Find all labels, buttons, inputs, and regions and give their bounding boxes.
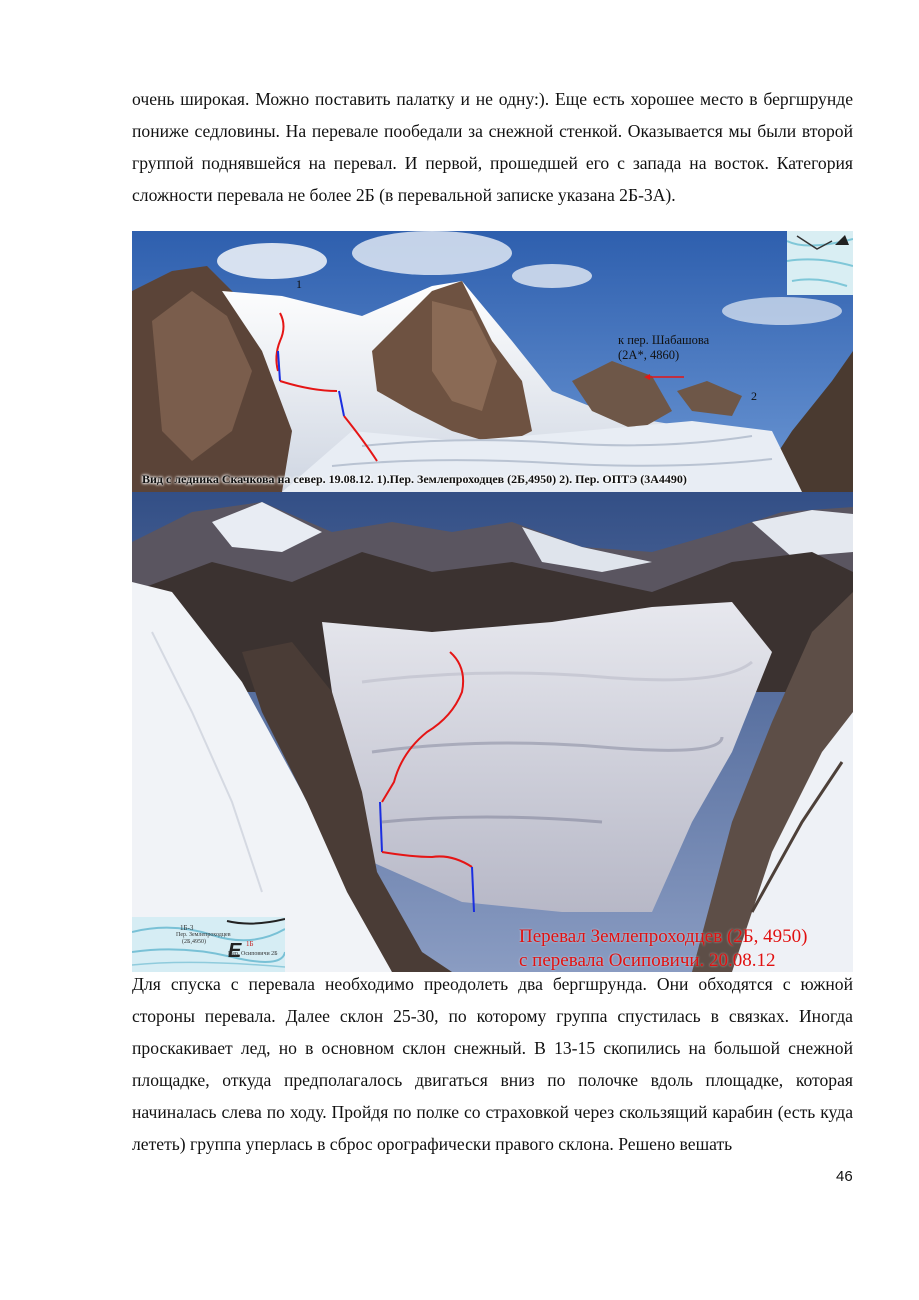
photo2-caption: [519, 925, 808, 972]
map-label-e: Пер. Осиповичи 2Б: [228, 951, 278, 957]
map-label-d: 1Б: [246, 940, 254, 948]
shabashov-pass-direction: [618, 333, 709, 363]
route-label-2: 2: [751, 389, 757, 403]
mini-map-top: [787, 231, 853, 295]
shabashov-pass-grade: (2А*, 4860): [618, 348, 680, 362]
route-label-1: 1: [296, 277, 302, 291]
page-number: 46: [836, 1168, 853, 1185]
photo1-caption: Вид с ледника Скачкова на север. 19.08.12. 1).Пер. Землепроходцев (2Б,4950) 2). Пер. ОПТЭ (3А4490): [142, 472, 687, 486]
mini-map-bottom: [132, 917, 285, 972]
photo2-caption-line1: Перевал Землепроходцев (2Б, 4950): [519, 926, 808, 947]
photo2-caption-line2: с перевала Осиповичи. 20.08.12: [519, 950, 776, 971]
shabashov-pass-name: к пер. Шабашова: [618, 333, 710, 347]
photo-skachkov-illustration: [132, 231, 853, 492]
paragraph-top: очень широкая. Можно поставить палатку и не одну:). Еще есть хорошее место в бергшрунде пониже седловины. На перевале пообедали за снежной стенкой. Оказывается мы были второй группой поднявшейся на перевал. И первой, прошедшей его с запада на восток. Категория сложности перевала не более 2Б (в перевальной записке указана 2Б-3А).: [132, 89, 853, 205]
map-label-c: (2Б,4950): [182, 939, 206, 945]
photo-osipovichi-illustration: [132, 492, 853, 972]
photo-skachkov-glacier: [132, 231, 853, 492]
paragraph-bottom: Для спуска с перевала необходимо преодолеть два бергшрунда. Они обходятся с южной стороны перевала. Далее склон 25-30, по которому группа спустилась в связках. Иногда проскакивает лед, но в основном склон снежный. В 13-15 скопились на большой снежной площадке, откуда предполагалось двигаться вниз по полочке вдоль площадке, которая начиналась слева по ходу. Пройдя по полке со страховкой через скользящий карабин (есть куда лететь) группа уперлась в сброс орографически правого склона. Решено вешать: [132, 974, 853, 1154]
map-letter-e-icon: E: [228, 940, 242, 962]
photo-osipovichi-pass: [132, 492, 853, 972]
map-label-b: Пер. Землепроходцев: [176, 932, 231, 938]
map-label-a: 1Б-3: [180, 924, 194, 932]
